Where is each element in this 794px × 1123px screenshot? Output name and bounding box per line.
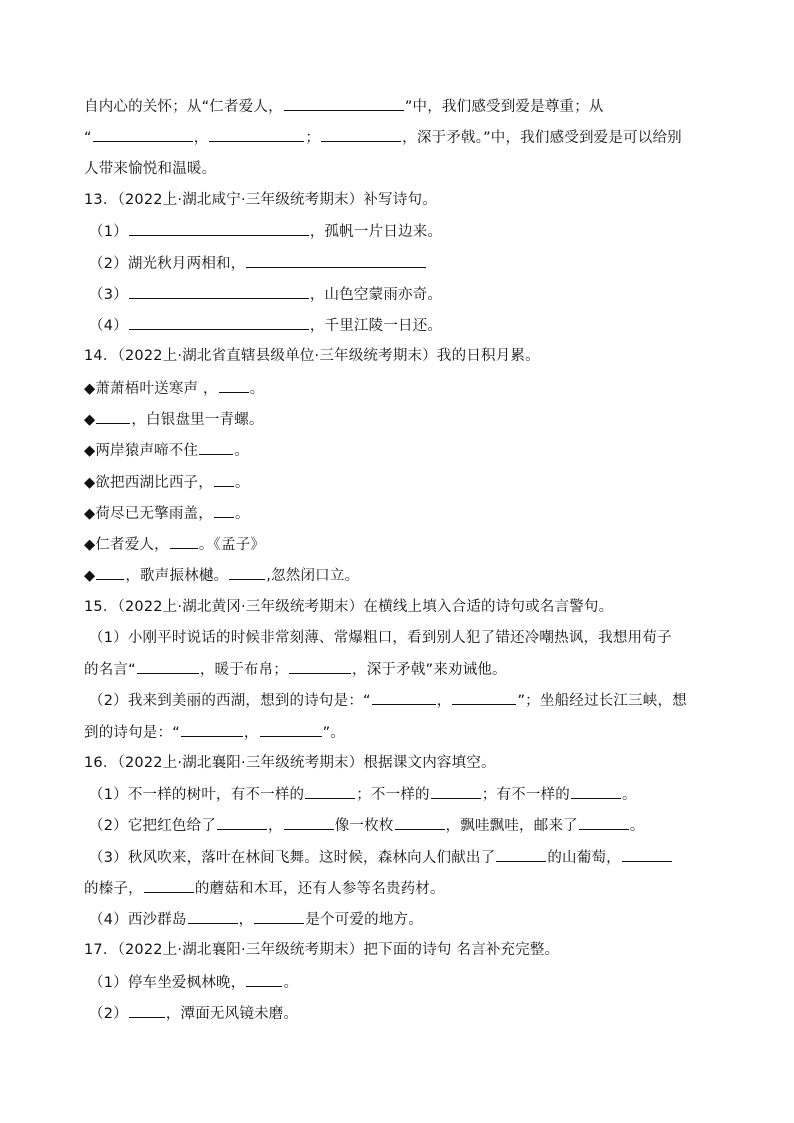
question-14-item-7: ◆ ，歌声振林樾。 ,忽然闭口立。 [84,565,359,586]
answer-blank[interactable] [284,815,334,830]
question-16-item-2: （2）它把红色给了 ， 像一枚枚 ，飘哇飘哇，邮来了 。 [89,815,645,836]
answer-blank[interactable] [305,784,355,799]
answer-blank[interactable] [188,909,238,924]
answer-blank[interactable] [229,565,265,580]
question-16-item-3-cont: 的榛子， 的蘑菇和木耳，还有人参等名贵药材。 [84,878,445,899]
question-17-item-1: （1）停车坐爱枫林晚， 。 [89,972,298,993]
answer-blank[interactable] [214,503,234,518]
question-17-title: 17．（2022上·湖北襄阳·三年级统考期末）把下面的诗句 名言补充完整。 [84,942,560,958]
question-16-item-4: （4）西沙群岛 ， 是个可爱的地方。 [89,909,423,930]
answer-blank[interactable] [431,784,481,799]
answer-blank[interactable] [260,722,322,737]
question-14-item-1: ◆萧萧梧叶送寒声 ， 。 [84,378,264,399]
answer-blank[interactable] [129,315,309,330]
question-14-item-6: ◆仁者爱人， 。《孟子》 [84,534,265,555]
question-16-title: 16．（2022上·湖北襄阳·三年级统考期末）根据课文内容填空。 [84,755,496,771]
text-line: “ ， ； ，深于矛戟。”中，我们感受到爱是可以给别 [84,127,682,148]
answer-blank[interactable] [372,690,436,705]
answer-blank[interactable] [209,127,304,142]
question-13-item-2: （2）湖光秋月两相和， [89,253,427,274]
answer-blank[interactable] [579,815,629,830]
question-16-item-3: （3）秋风吹来，落叶在林间飞舞。这时候，森林向人们献出了 的山葡萄， [89,847,673,868]
question-15-item-2-cont: 到的诗句是：“ ， ”。 [84,722,345,743]
question-14-item-5: ◆荷尽已无擎雨盖， 。 [84,503,250,524]
question-14-item-2: ◆ ，白银盘里一青螺。 [84,409,264,430]
answer-blank[interactable] [93,127,193,142]
question-14-item-3: ◆两岸猿声啼不住 。 [84,440,249,461]
question-13-item-3: （3） ，山色空蒙雨亦奇。 [89,284,442,305]
question-13-title: 13．（2022上·湖北咸宁·三年级统考期末）补写诗句。 [84,192,437,208]
question-15-item-1-cont: 的名言“ ，暖于布帛； ，深于矛戟”来劝诫他。 [84,659,507,680]
answer-blank[interactable] [395,815,445,830]
answer-blank[interactable] [129,284,309,299]
question-13-item-1: （1） ，孤帆一片日边来。 [89,221,442,242]
answer-blank[interactable] [284,96,404,111]
answer-blank[interactable] [321,127,401,142]
text-line: 人带来愉悦和温暖。 [84,161,217,177]
question-15-title: 15．（2022上·湖北黄冈·三年级统考期末）在横线上填入合适的诗句或名言警句。 [84,599,614,615]
question-16-item-1: （1）不一样的树叶，有不一样的 ；不一样的 ；有不一样的 。 [89,784,637,805]
question-17-item-2: （2） ，潭面无风镜未磨。 [89,1003,298,1024]
answer-blank[interactable] [129,221,309,236]
answer-blank[interactable] [246,972,282,987]
answer-blank[interactable] [254,909,304,924]
answer-blank[interactable] [214,472,234,487]
answer-blank[interactable] [129,1003,165,1018]
answer-blank[interactable] [96,409,130,424]
question-14-title: 14．（2022上·湖北省直辖县级单位·三年级统考期末）我的日积月累。 [84,348,540,364]
answer-blank[interactable] [452,690,516,705]
answer-blank[interactable] [289,659,351,674]
answer-blank[interactable] [496,847,546,862]
answer-blank[interactable] [622,847,672,862]
answer-blank[interactable] [217,815,267,830]
answer-blank[interactable] [571,784,621,799]
answer-blank[interactable] [137,659,199,674]
answer-blank[interactable] [170,534,198,549]
question-15-item-1: （1）小刚平时说话的时候非常刻薄、常爆粗口，看到别人犯了错还冷嘲热讽，我想用荀子 [89,630,672,646]
answer-blank[interactable] [199,440,233,455]
question-14-item-4: ◆欲把西湖比西子， 。 [84,472,250,493]
text-line: 自内心的关怀；从“仁者爱人， ”中，我们感受到爱是尊重；从 [84,96,604,117]
question-13-item-4: （4） ，千里江陵一日还。 [89,315,442,336]
question-15-item-2: （2）我来到美丽的西湖，想到的诗句是：“ ， ”；坐船经过长江三峡，想 [89,690,687,711]
answer-blank[interactable] [219,378,249,393]
answer-blank[interactable] [246,253,426,268]
answer-blank[interactable] [181,722,243,737]
answer-blank[interactable] [96,565,124,580]
answer-blank[interactable] [144,878,194,893]
